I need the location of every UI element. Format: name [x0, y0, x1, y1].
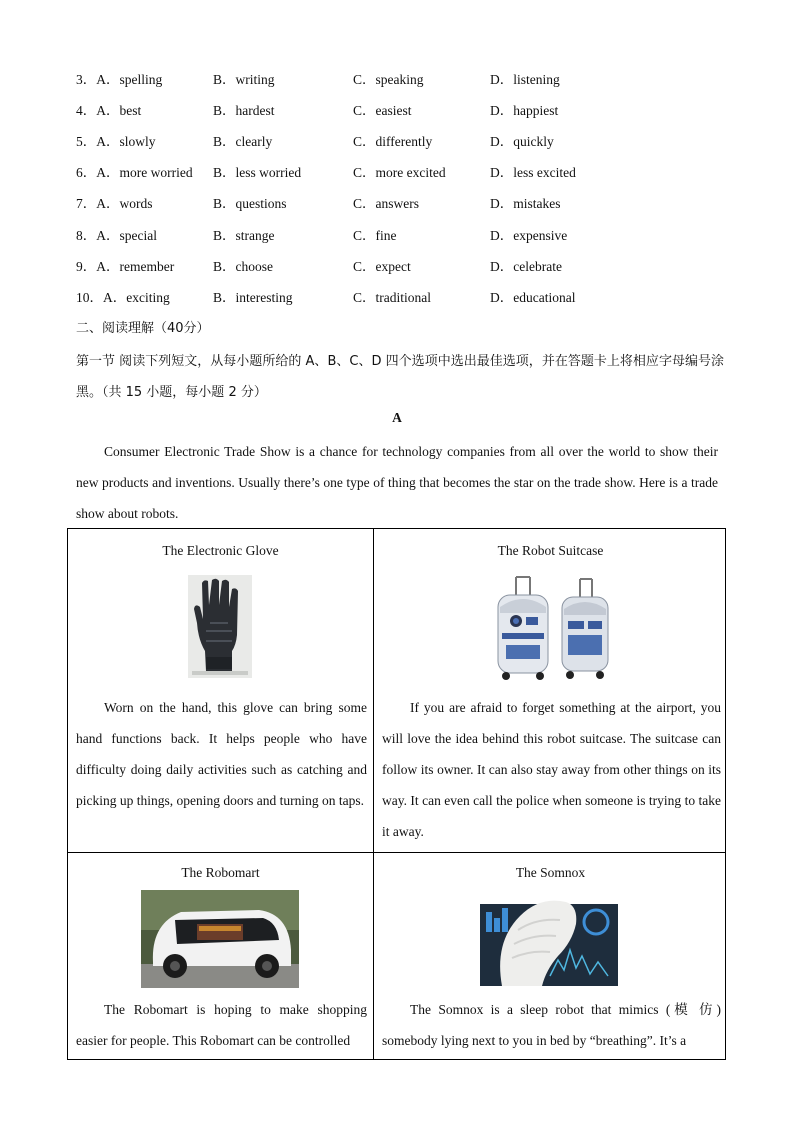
instructions: 第一节 阅读下列短文，从每小题所给的 A、B、C、D 四个选项中选出最佳选项，并在答题卡上将相应字母编号涂黑。（共 15 小题，每小题 2 分）: [76, 354, 724, 400]
option-row-5: [76, 130, 736, 150]
option-d: D．mistakes: [490, 196, 561, 211]
option-d: D．celebrate: [490, 259, 562, 274]
option-c: C．differently: [353, 134, 433, 149]
option-c: C．traditional: [353, 290, 431, 305]
option-row-9: [76, 255, 736, 275]
cell-title: The Robomart: [181, 865, 260, 880]
option-d: D．happiest: [490, 103, 559, 118]
option-a: 9．A．remember: [76, 259, 175, 274]
option-a: 8．A．special: [76, 228, 157, 243]
cell-robot-suitcase: [374, 529, 727, 852]
option-c: C．more excited: [353, 165, 446, 180]
option-c: C．speaking: [353, 72, 424, 87]
option-row-4: [76, 99, 736, 119]
option-b: B．interesting: [213, 290, 293, 305]
option-a: 6．A．more worried: [76, 165, 193, 180]
cell-text: Worn on the hand, this glove can bring some hand functions back. It helps people who have difficulty doing daily activities such as catching and picking up things, opening doors and turning on taps.: [76, 700, 367, 808]
option-c: C．expect: [353, 259, 411, 274]
option-row-6: [76, 161, 736, 181]
somnox-photo: [480, 890, 618, 986]
glove-photo: [188, 575, 252, 678]
robot-suitcase-photo: [484, 573, 614, 683]
option-c: C．answers: [353, 196, 419, 211]
option-row-3: [76, 68, 736, 88]
option-row-8: [76, 224, 736, 244]
option-b: B．clearly: [213, 134, 273, 149]
cell-text: If you are afraid to forget something at the airport, you will love the idea behind this robot suitcase. The suitcase can follow its owner. It can also stay away from other things on its way. It can even call the police when someone is trying to take it away.: [382, 700, 721, 839]
cell-electronic-glove: [68, 529, 373, 852]
option-d: D．less excited: [490, 165, 576, 180]
robomart-photo: [141, 890, 299, 988]
cell-title: The Somnox: [515, 865, 586, 880]
option-b: B．choose: [213, 259, 273, 274]
option-a: 4．A．best: [76, 103, 142, 118]
option-d: D．educational: [490, 290, 576, 305]
option-d: D．quickly: [490, 134, 554, 149]
robot-table: [67, 528, 726, 1060]
cell-text: The Somnox is a sleep robot that mimics (模 仿) somebody lying next to you in bed by “breathing”. It’s a: [382, 1002, 721, 1048]
option-row-7: [76, 192, 736, 212]
cell-title: The Robot Suitcase: [497, 543, 604, 558]
option-c: C．easiest: [353, 103, 412, 118]
option-a: 10．A．exciting: [76, 290, 170, 305]
option-row-10: [76, 286, 736, 306]
section-heading: 二、阅读理解（40分）: [76, 321, 210, 336]
option-b: B．questions: [213, 196, 287, 211]
option-b: B．writing: [213, 72, 275, 87]
option-b: B．strange: [213, 228, 275, 243]
option-a: 5．A．slowly: [76, 134, 156, 149]
option-a: 7．A．words: [76, 196, 153, 211]
cell-robomart: [68, 853, 373, 1061]
option-b: B．less worried: [213, 165, 302, 180]
option-d: D．listening: [490, 72, 560, 87]
passage-title: A: [392, 410, 402, 425]
cell-title: The Electronic Glove: [162, 543, 279, 558]
cell-text: The Robomart is hoping to make shopping easier for people. This Robomart can be controlled: [76, 1002, 367, 1048]
option-d: D．expensive: [490, 228, 568, 243]
option-b: B．hardest: [213, 103, 275, 118]
option-c: C．fine: [353, 228, 397, 243]
passage-intro: Consumer Electronic Trade Show is a chance for technology companies from all over the world to show their new products and inventions. Usually there’s one type of thing that becomes the star on the trade show. Here is a trade show about robots.: [76, 444, 718, 521]
cell-somnox: [374, 853, 727, 1061]
option-a: 3．A．spelling: [76, 72, 163, 87]
